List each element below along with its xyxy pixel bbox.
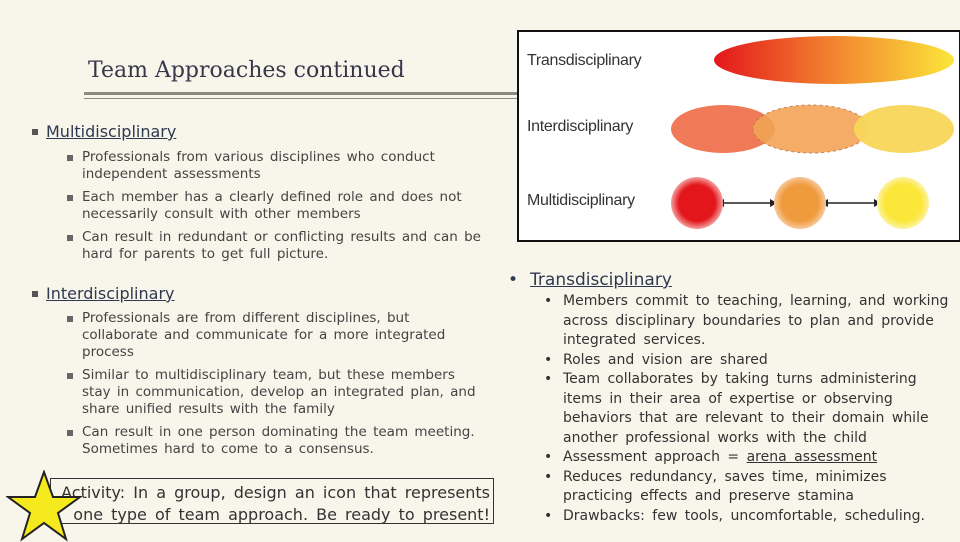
transdisciplinary-blend-shape — [714, 36, 954, 84]
transdisciplinary-heading-text: Transdisciplinary — [530, 270, 672, 290]
title-divider-thin — [84, 98, 524, 99]
assessment-approach-text: Assessment approach = — [563, 449, 747, 465]
multidisciplinary-heading — [32, 122, 176, 141]
transdisciplinary-heading — [508, 270, 672, 290]
activity-text: Activity: In a group, design an icon that represents one type of team approach. Be ready to present! — [61, 483, 490, 524]
interdisciplinary-orange-shape — [753, 105, 869, 153]
list-item: Professionals are from different disciplines, but collaborate and communicate for a more integrated process — [64, 310, 488, 361]
figure-label-interdisciplinary: Interdisciplinary — [527, 118, 634, 135]
bullet-dot-icon: • — [508, 270, 519, 290]
list-item — [540, 448, 950, 468]
figure-label-transdisciplinary: Transdisciplinary — [527, 52, 642, 69]
multidisciplinary-yellow-circle — [877, 177, 929, 229]
list-item: • Team collaborates by taking turns administering items in their area of expertise or observing behaviors that are relevant to their domain while another professional works with the child — [540, 370, 950, 448]
interdisciplinary-heading — [32, 284, 175, 303]
interdisciplinary-list — [64, 310, 488, 464]
bullet-square-icon — [32, 291, 38, 297]
multidisciplinary-red-circle — [671, 177, 723, 229]
list-item: • Reduces redundancy, saves time, minimizes practicing effects and preserve stamina — [540, 468, 950, 507]
bullet-square-icon — [32, 129, 38, 135]
star-icon — [6, 470, 82, 542]
list-item: Can result in one person dominating the team meeting. Sometimes hard to come to a consensus. — [64, 424, 488, 458]
list-item: Similar to multidisciplinary team, but these members stay in communication, develop an integrated plan, and share unified results with the family — [64, 367, 488, 418]
list-item: • Members commit to teaching, learning, and working across disciplinary boundaries to plan and provide integrated services. — [540, 292, 950, 351]
title-divider — [84, 92, 524, 95]
multidisciplinary-heading-text: Multidisciplinary — [46, 122, 177, 141]
list-item: • Drawbacks: few tools, uncomfortable, scheduling. — [540, 507, 950, 527]
multidisciplinary-orange-circle — [774, 177, 826, 229]
list-item: Each member has a clearly defined role and does not necessarily consult with other members — [64, 189, 482, 223]
interdisciplinary-heading-text: Interdisciplinary — [46, 284, 175, 303]
multidisciplinary-list — [64, 149, 482, 269]
arena-assessment-link[interactable]: arena assessment — [746, 449, 878, 465]
list-item: Professionals from various disciplines who conduct independent assessments — [64, 149, 482, 183]
interdisciplinary-yellow-shape — [854, 105, 954, 153]
list-item: • Roles and vision are shared — [540, 351, 950, 371]
team-approaches-figure — [517, 30, 960, 242]
figure-graphic — [519, 32, 959, 240]
list-item: Can result in redundant or conflicting results and can be hard for parents to get full picture. — [64, 229, 482, 263]
figure-label-multidisciplinary: Multidisciplinary — [527, 192, 635, 209]
slide-title: Team Approaches continued — [88, 58, 405, 83]
transdisciplinary-list — [540, 292, 950, 526]
